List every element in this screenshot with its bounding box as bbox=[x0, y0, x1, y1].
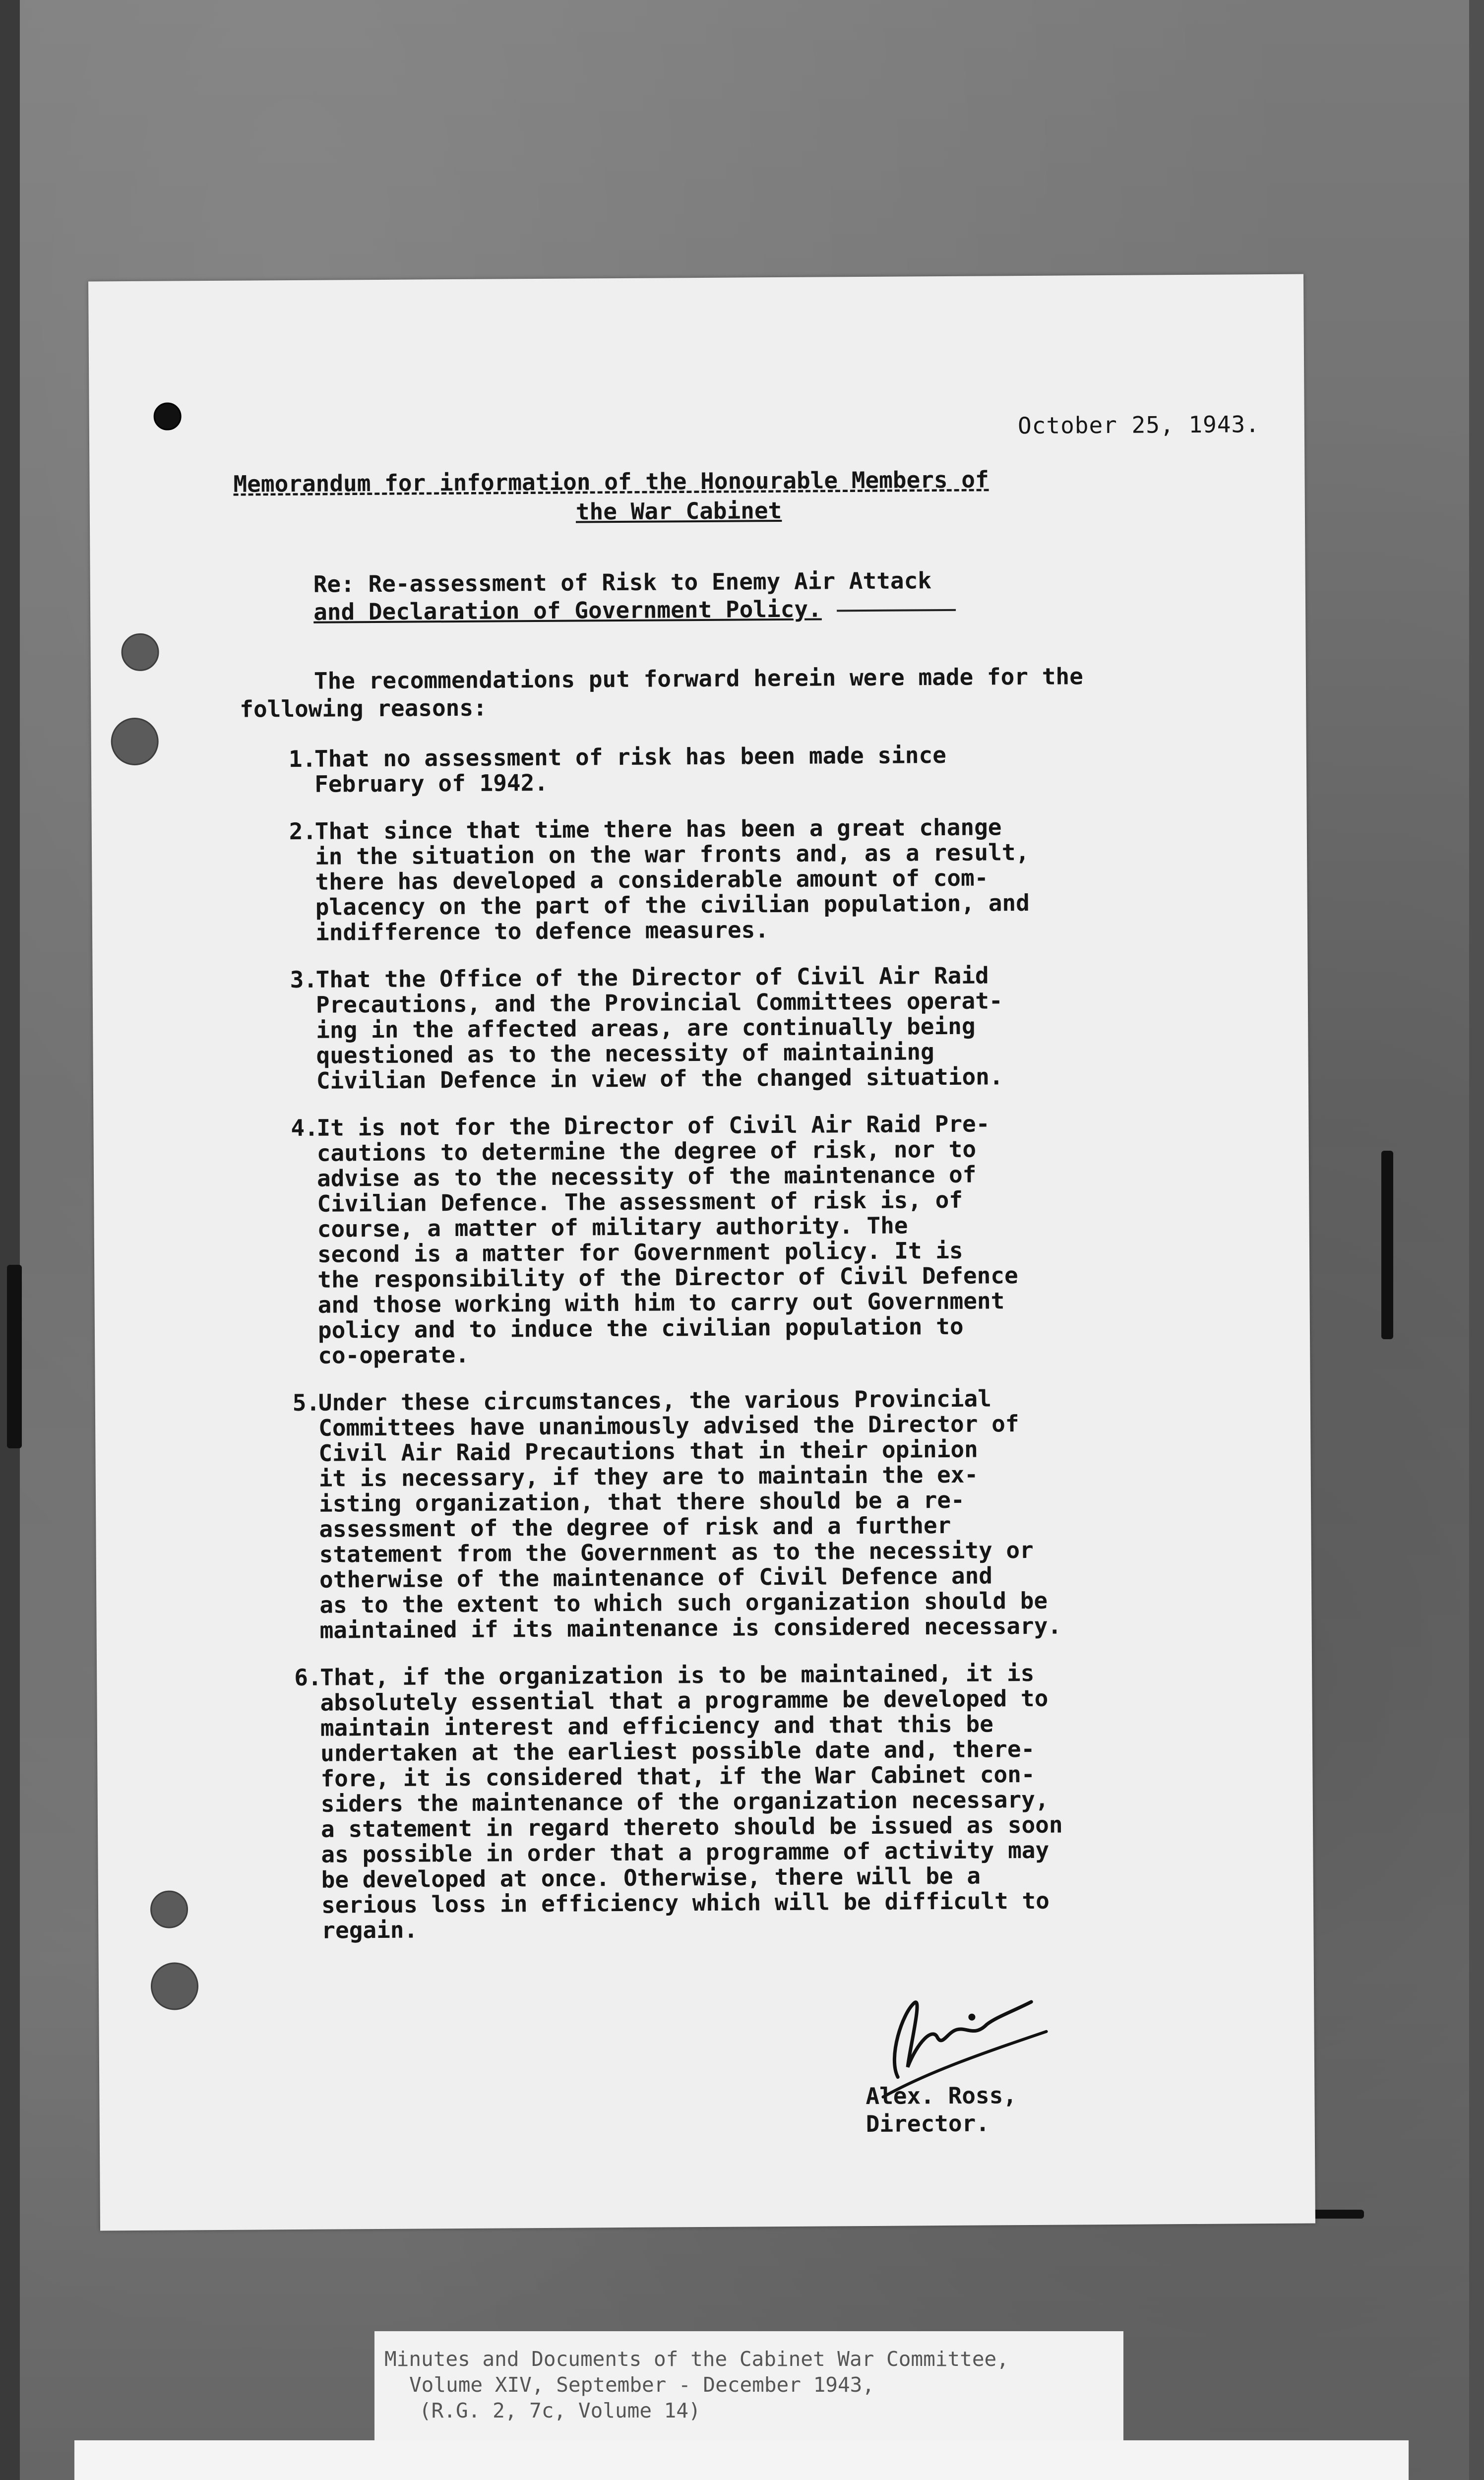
heading-line-2: the War Cabinet bbox=[575, 496, 782, 525]
list-item bbox=[292, 1384, 1267, 1644]
punch-hole bbox=[150, 1890, 188, 1928]
item-text: That, if the organization is to be maintained, it is absolutely essential that a programme be developed to maintain interest and efficiency and that this be undertaken at the earliest possible date and, there- fore, it is considered that, if the War Cabinet con- siders the maintenance of the organization necessary, a statement in regard thereto should be issued as soon as possible in order that a programme of activity may be developed at once. Otherwise, there will be a serious loss in efficiency which will be difficult to regain. bbox=[320, 1659, 1063, 1944]
intro-line-1: The recommendations put forward herein were made for the bbox=[313, 663, 1083, 694]
item-number: 6. bbox=[294, 1664, 322, 1691]
subject-line bbox=[313, 566, 956, 626]
mark-right bbox=[1381, 1151, 1393, 1339]
item-number: 1. bbox=[288, 745, 316, 773]
item-text: That the Office of the Director of Civil Air Raid Precautions, and the Provincial Committees operat- ing in the affected areas, are continually being questioned as to the necessity of maintaining Civilian Defence in view of the changed situation. bbox=[315, 962, 1003, 1094]
item-number: 4. bbox=[291, 1114, 319, 1142]
item-text: That no assessment of risk has been made since February of 1942. bbox=[314, 741, 947, 798]
subject-line-1: Re: Re-assessment of Risk to Enemy Air Attack bbox=[313, 567, 932, 598]
item-number: 3. bbox=[290, 966, 318, 993]
item-text: It is not for the Director of Civil Air Raid Pre- cautions to determine the degree of risk, nor to advise as to the necessity of the maintenance of Civilian Defence. The assessment of risk is, of course, a matter of military authority. The second is a matter for Government policy. It is the responsibility of the Director of Civil Defence and those working with him to carry out Government policy and to induce the civilian population to co-operate. bbox=[316, 1110, 1018, 1369]
item-number: 5. bbox=[292, 1389, 320, 1417]
memo-heading bbox=[233, 463, 1176, 529]
caption-line-2: Volume XIV, September - December 1943, bbox=[409, 2373, 874, 2397]
list-item bbox=[294, 1659, 1269, 1944]
list-item bbox=[289, 813, 1263, 946]
signer-title: Director. bbox=[866, 2109, 990, 2138]
item-text: That since that time there has been a great change in the situation on the war fronts and, as a result, there has developed a considerable amount of com- placency on the part of the civilian population, and indifference to defence measures. bbox=[314, 813, 1030, 946]
caption-line-1: Minutes and Documents of the Cabinet War Committee, bbox=[384, 2347, 1009, 2371]
heading-line-1: Memorandum for information of the Honourable Members of bbox=[233, 466, 989, 497]
film-edge-right bbox=[1469, 0, 1484, 2480]
film-edge-left bbox=[0, 0, 20, 2480]
punch-hole bbox=[121, 633, 159, 671]
intro-paragraph bbox=[240, 661, 1257, 723]
memo-date: October 25, 1943. bbox=[1017, 411, 1260, 439]
list-item bbox=[291, 1110, 1265, 1369]
signature-block bbox=[866, 2081, 1017, 2138]
list-item bbox=[288, 741, 1262, 798]
punch-hole bbox=[154, 402, 182, 430]
item-number: 2. bbox=[289, 817, 317, 845]
subject-line-2: and Declaration of Government Policy. bbox=[313, 595, 822, 625]
signer-name: Alex. Ross, bbox=[866, 2082, 1017, 2110]
intro-line-2: following reasons: bbox=[240, 694, 487, 723]
punch-hole bbox=[151, 1962, 199, 2010]
item-text: Under these circumstances, the various Provincial Committees have unanimously advised the Director of Civil Air Raid Precautions that in their opinion it is necessary, if they are to maintain the ex- isting organization, that there should be a re- assessment of the degree of risk and a further statement from the Government as to the necessity or otherwise of the maintenance of Civil Defence and as to the extent to which such organization should be maintained if its maintenance is considered necessary. bbox=[318, 1385, 1062, 1644]
memo-page bbox=[88, 274, 1315, 2231]
subject-rule bbox=[837, 609, 956, 611]
mark-left bbox=[7, 1265, 22, 1448]
archives-banner bbox=[74, 2440, 1409, 2480]
punch-hole bbox=[111, 718, 159, 766]
reasons-list bbox=[288, 741, 1269, 1965]
list-item bbox=[290, 961, 1264, 1094]
caption-line-3: (R.G. 2, 7c, Volume 14) bbox=[419, 2399, 701, 2422]
archive-caption-label bbox=[374, 2331, 1123, 2445]
